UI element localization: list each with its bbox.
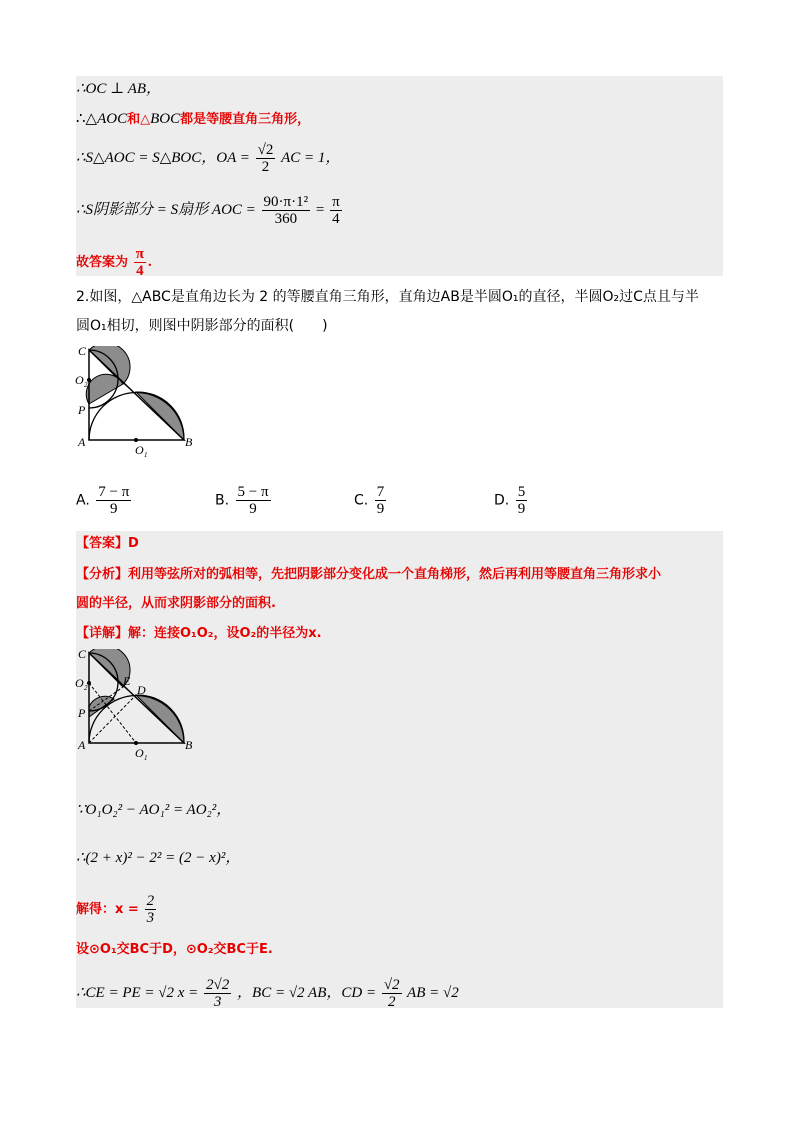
equation-1: ∵O₁O₂² − AO₁² = AO₂²， [76, 802, 232, 818]
option-b-letter: B. [215, 492, 230, 509]
solve-prefix: 解得：x = [76, 901, 139, 917]
last-c: AB = √2 [407, 984, 459, 1001]
label-o2-sub: 2 [84, 381, 88, 389]
solve-line [76, 893, 158, 926]
question-line-2: 圆O₁相切，则图中阴影部分的面积( ) [76, 318, 328, 334]
label-p: P [78, 403, 86, 417]
option-a-den: 9 [110, 501, 118, 517]
l3-den: 2 [261, 159, 270, 175]
label-p-2: P [78, 706, 86, 720]
dashed-o2-o1 [89, 683, 136, 743]
l2-mid: 和△ [127, 112, 151, 127]
option-a[interactable] [76, 484, 133, 517]
option-c-letter: C. [354, 492, 369, 509]
l2-prefix: ∴△ [76, 111, 98, 127]
last-fraction-2 [382, 977, 402, 1010]
solution-line-1 [76, 79, 161, 99]
analysis-panel [76, 531, 723, 1008]
solution-figure [74, 649, 204, 761]
option-b-num: 5 − π [237, 484, 269, 500]
answer-label: 【答案】D [76, 536, 139, 551]
option-b-den: 9 [249, 501, 257, 517]
label-o1-sub: 1 [144, 451, 148, 458]
option-a-letter: A. [76, 492, 90, 509]
l3-a: ∴S△AOC = S△BOC，OA = [76, 149, 250, 166]
detail-line: 【详解】解：连接O₁O₂，设O₂的半径为x. [76, 626, 322, 641]
option-a-fraction [96, 484, 131, 517]
equation-2: ∴(2 + x)² − 2² = (2 − x)²， [76, 850, 241, 866]
solve-fraction [145, 893, 157, 926]
last-num: 2√2 [206, 977, 230, 993]
option-c-num: 7 [376, 484, 385, 500]
l4-num: 90·π·1² [263, 194, 309, 210]
label-b-2: B [185, 738, 193, 752]
l4-eq: = [315, 201, 325, 218]
point-o1-2 [134, 741, 138, 745]
option-d-fraction [516, 484, 528, 517]
solution-line-4 [76, 194, 344, 227]
last-a: ∴CE = PE = √2 x = [76, 984, 199, 1001]
last-den2: 2 [387, 994, 396, 1010]
solution-line-3 [76, 142, 340, 175]
option-b[interactable] [215, 484, 273, 517]
l2-suffix: 都是等腰直角三角形， [180, 112, 311, 127]
label-o1-2: O [135, 746, 144, 760]
label-o2: O [75, 373, 84, 387]
label-a: A [78, 435, 86, 449]
option-c-fraction [375, 484, 387, 517]
label-e: E [123, 674, 131, 688]
label-b: B [185, 435, 193, 449]
option-d-den: 9 [517, 501, 526, 517]
label-o1: O [135, 443, 144, 457]
l2-a: AOC [97, 111, 128, 127]
label-d: D [137, 683, 146, 697]
l3-fraction [256, 142, 276, 175]
answer-suffix: . [147, 253, 152, 270]
label-a-2: A [78, 738, 86, 752]
intersect-line: 设⊙O₁交BC于D，⊙O₂交BC于E. [76, 942, 273, 957]
label-o1-sub-2: 1 [144, 754, 148, 761]
option-d-num: 5 [517, 484, 526, 500]
last-fraction-1 [204, 977, 231, 1010]
option-b-fraction [236, 484, 271, 517]
option-c-den: 9 [376, 501, 385, 517]
label-o2-sub-2: 2 [84, 684, 88, 692]
l1-text: ∴OC ⊥ AB， [76, 81, 162, 97]
last-den: 3 [213, 994, 222, 1010]
l4-a: ∴S阴影部分 = S扇形 AOC = [76, 201, 256, 218]
solution-panel-top [76, 76, 723, 279]
analysis-line-1: 【分析】利用等弦所对的弧相等，先把阴影部分变化成一个直角梯形，然后再利用等腰直角三角形求小 [76, 567, 662, 582]
last-b: ，BC = √2 AB，CD = [237, 984, 377, 1001]
analysis-line-2: 圆的半径，从而求阴影部分的面积. [76, 596, 276, 611]
answer-num: π [135, 246, 144, 262]
l4-den: 360 [274, 211, 298, 227]
answer-den: 4 [136, 263, 144, 279]
answer-fraction [134, 246, 146, 279]
solve-den: 3 [146, 910, 155, 926]
l4-fraction-2 [330, 194, 342, 227]
l4-fraction-1 [262, 194, 311, 227]
l4-den2: 4 [332, 211, 340, 227]
question-figure [74, 346, 204, 458]
option-d-letter: D. [494, 492, 510, 509]
option-c[interactable] [354, 484, 388, 517]
answer-line [76, 246, 152, 279]
answer-prefix: 故答案为 [76, 254, 129, 270]
option-d[interactable] [494, 484, 529, 517]
last-line [76, 977, 459, 1010]
l3-num: √2 [257, 142, 274, 158]
point-o1 [134, 438, 138, 442]
point-o2 [87, 378, 91, 382]
label-o2-2: O [75, 676, 84, 690]
last-num2: √2 [383, 977, 400, 993]
solution-line-2 [76, 109, 310, 130]
l4-num2: π [332, 194, 340, 210]
question-line-1: 2.如图，△ABC是直角边长为 2 的等腰直角三角形，直角边AB是半圆O₁的直径，半圆O₂过C点且与半 [76, 289, 699, 305]
point-o2-2 [87, 681, 91, 685]
l2-b: BOC [150, 111, 181, 127]
label-c: C [78, 346, 87, 358]
l3-b: AC = 1， [281, 149, 341, 166]
solve-num: 2 [146, 893, 155, 909]
option-a-num: 7 − π [98, 484, 130, 500]
label-c-2: C [78, 649, 87, 661]
